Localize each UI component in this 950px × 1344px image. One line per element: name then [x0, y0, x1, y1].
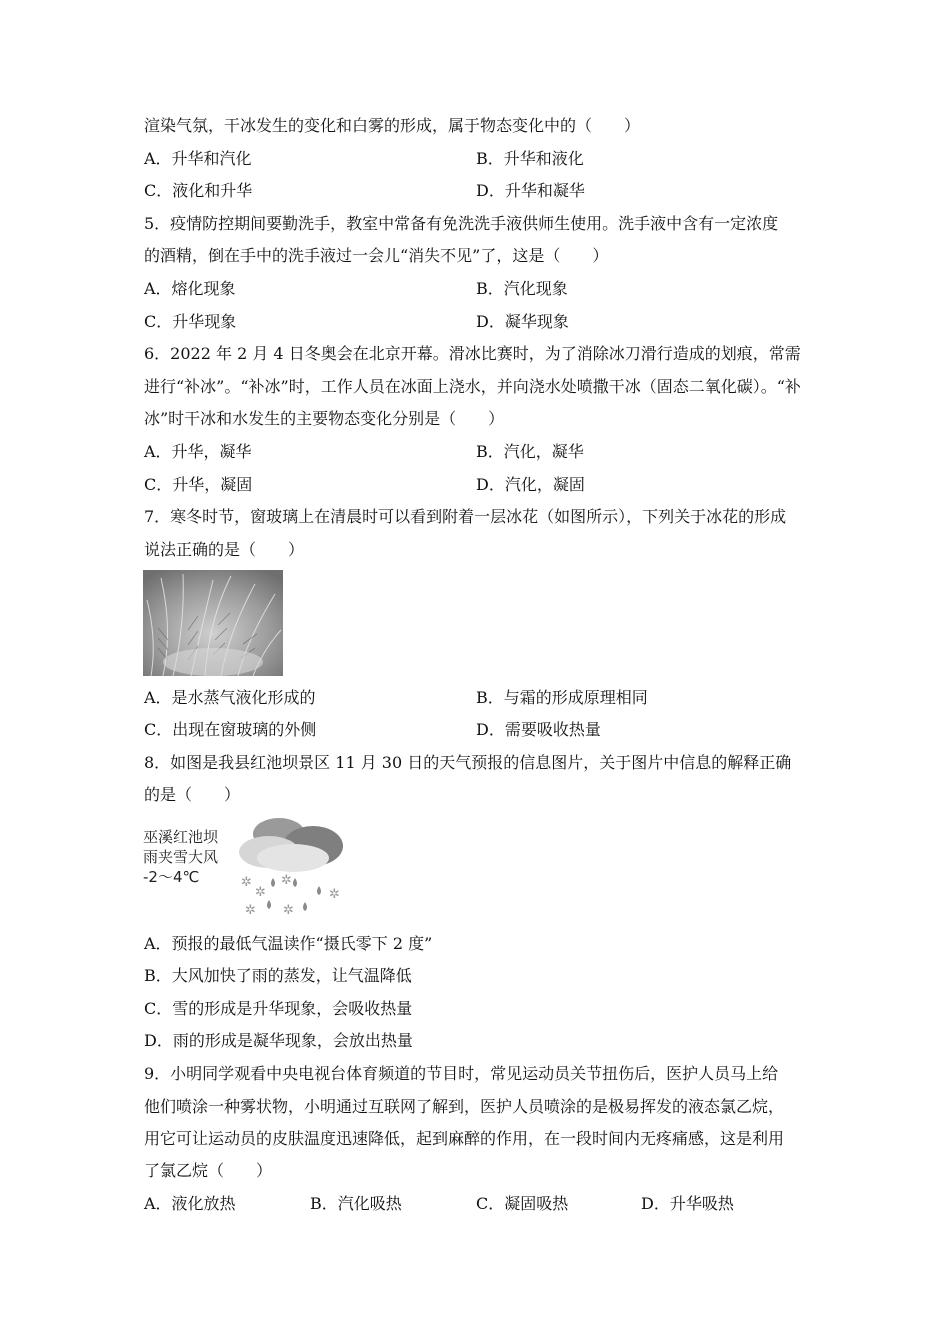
- q5-option-c: C．升华现象: [144, 312, 237, 331]
- q7-option-c: C．出现在窗玻璃的外侧: [144, 720, 317, 739]
- q6-option-d: D．汽化，凝固: [476, 475, 585, 494]
- q7-option-d: D．需要吸收热量: [476, 720, 601, 739]
- q8-option-a: A．预报的最低气温读作“摄氏零下 2 度”: [144, 934, 433, 953]
- ice-flower-image: [143, 570, 283, 676]
- svg-text:✲: ✲: [245, 903, 256, 918]
- weather-forecast-figure: [143, 816, 353, 922]
- q8-stem-line-1: 8．如图是我县红池坝景区 11 月 30 日的天气预报的信息图片，关于图片中信息的解释正确: [144, 753, 792, 772]
- weather-condition: 雨夹雪大风: [143, 848, 219, 866]
- q4-stem: 渲染气氛，干冰发生的变化和白雾的形成，属于物态变化中的（ ）: [144, 116, 641, 135]
- q9-stem-line-2: 他们喷涂一种雾状物，小明通过互联网了解到，医护人员喷涂的是极易挥发的液态氯乙烷，: [144, 1097, 785, 1116]
- q6-option-a: A．升华，凝华: [144, 442, 252, 461]
- q9-option-d: D．升华吸热: [641, 1194, 734, 1213]
- q7-option-a: A．是水蒸气液化形成的: [144, 688, 316, 707]
- q6-stem-line-3: 冰”时干冰和水发生的主要物态变化分别是（ ）: [144, 409, 505, 428]
- q9-option-b: B．汽化吸热: [310, 1194, 402, 1213]
- q8-option-c: C．雪的形成是升华现象，会吸收热量: [144, 999, 413, 1018]
- q8-option-b: B．大风加快了雨的蒸发，让气温降低: [144, 966, 412, 985]
- q5-option-d: D．凝华现象: [476, 312, 569, 331]
- q6-option-c: C．升华，凝固: [144, 475, 253, 494]
- svg-text:✲: ✲: [281, 873, 292, 888]
- q4-option-c: C．液化和升华: [144, 181, 253, 200]
- q5-option-a: A．熔化现象: [144, 279, 236, 298]
- q9-stem-line-3: 用它可让运动员的皮肤温度迅速降低，起到麻醉的作用，在一段时间内无疼痛感，这是利用: [144, 1129, 785, 1148]
- q5-stem-line-1: 5．疫情防控期间要勤洗手，教室中常备有免洗洗手液供师生使用。洗手液中含有一定浓度: [144, 214, 779, 233]
- q8-stem-line-2: 的是（ ）: [144, 785, 241, 804]
- q7-stem-line-1: 7．寒冬时节，窗玻璃上在清晨时可以看到附着一层冰花（如图所示），下列关于冰花的形成: [144, 507, 787, 526]
- q4-option-d: D．升华和凝华: [476, 181, 585, 200]
- q6-stem-line-2: 进行“补冰”。“补冰”时，工作人员在冰面上浇水，并向浇水处喷撒干冰（固态二氧化碳）。“补: [144, 377, 801, 396]
- weather-temperature: -2～4℃: [143, 868, 200, 886]
- q4-option-a: A．升华和汽化: [144, 149, 252, 168]
- q5-stem-line-2: 的酒精，倒在手中的洗手液过一会儿“消失不见”了，这是（ ）: [144, 246, 609, 265]
- q6-option-b: B．汽化，凝华: [476, 442, 584, 461]
- q9-option-a: A．液化放热: [144, 1194, 236, 1213]
- q7-stem-line-2: 说法正确的是（ ）: [144, 540, 305, 559]
- svg-text:✲: ✲: [329, 887, 340, 902]
- q9-option-c: C．凝固吸热: [476, 1194, 569, 1213]
- q6-stem-line-1: 6．2022 年 2 月 4 日冬奥会在北京开幕。滑冰比赛时，为了消除冰刀滑行造成的划痕，常需: [144, 344, 801, 363]
- q9-stem-line-4: 了氯乙烷（ ）: [144, 1161, 273, 1180]
- cloud-rain-snow-icon: [233, 816, 351, 922]
- q5-option-b: B．汽化现象: [476, 279, 568, 298]
- q8-option-d: D．雨的形成是凝华现象，会放出热量: [144, 1031, 413, 1050]
- svg-text:✲: ✲: [283, 903, 294, 918]
- q7-option-b: B．与霜的形成原理相同: [476, 688, 648, 707]
- weather-location: 巫溪红池坝: [143, 828, 219, 846]
- svg-text:✲: ✲: [255, 885, 266, 900]
- q9-stem-line-1: 9．小明同学观看中央电视台体育频道的节目时，常见运动员关节扭伤后，医护人员马上给: [144, 1064, 779, 1083]
- svg-text:✲: ✲: [241, 875, 252, 890]
- q4-option-b: B．升华和液化: [476, 149, 584, 168]
